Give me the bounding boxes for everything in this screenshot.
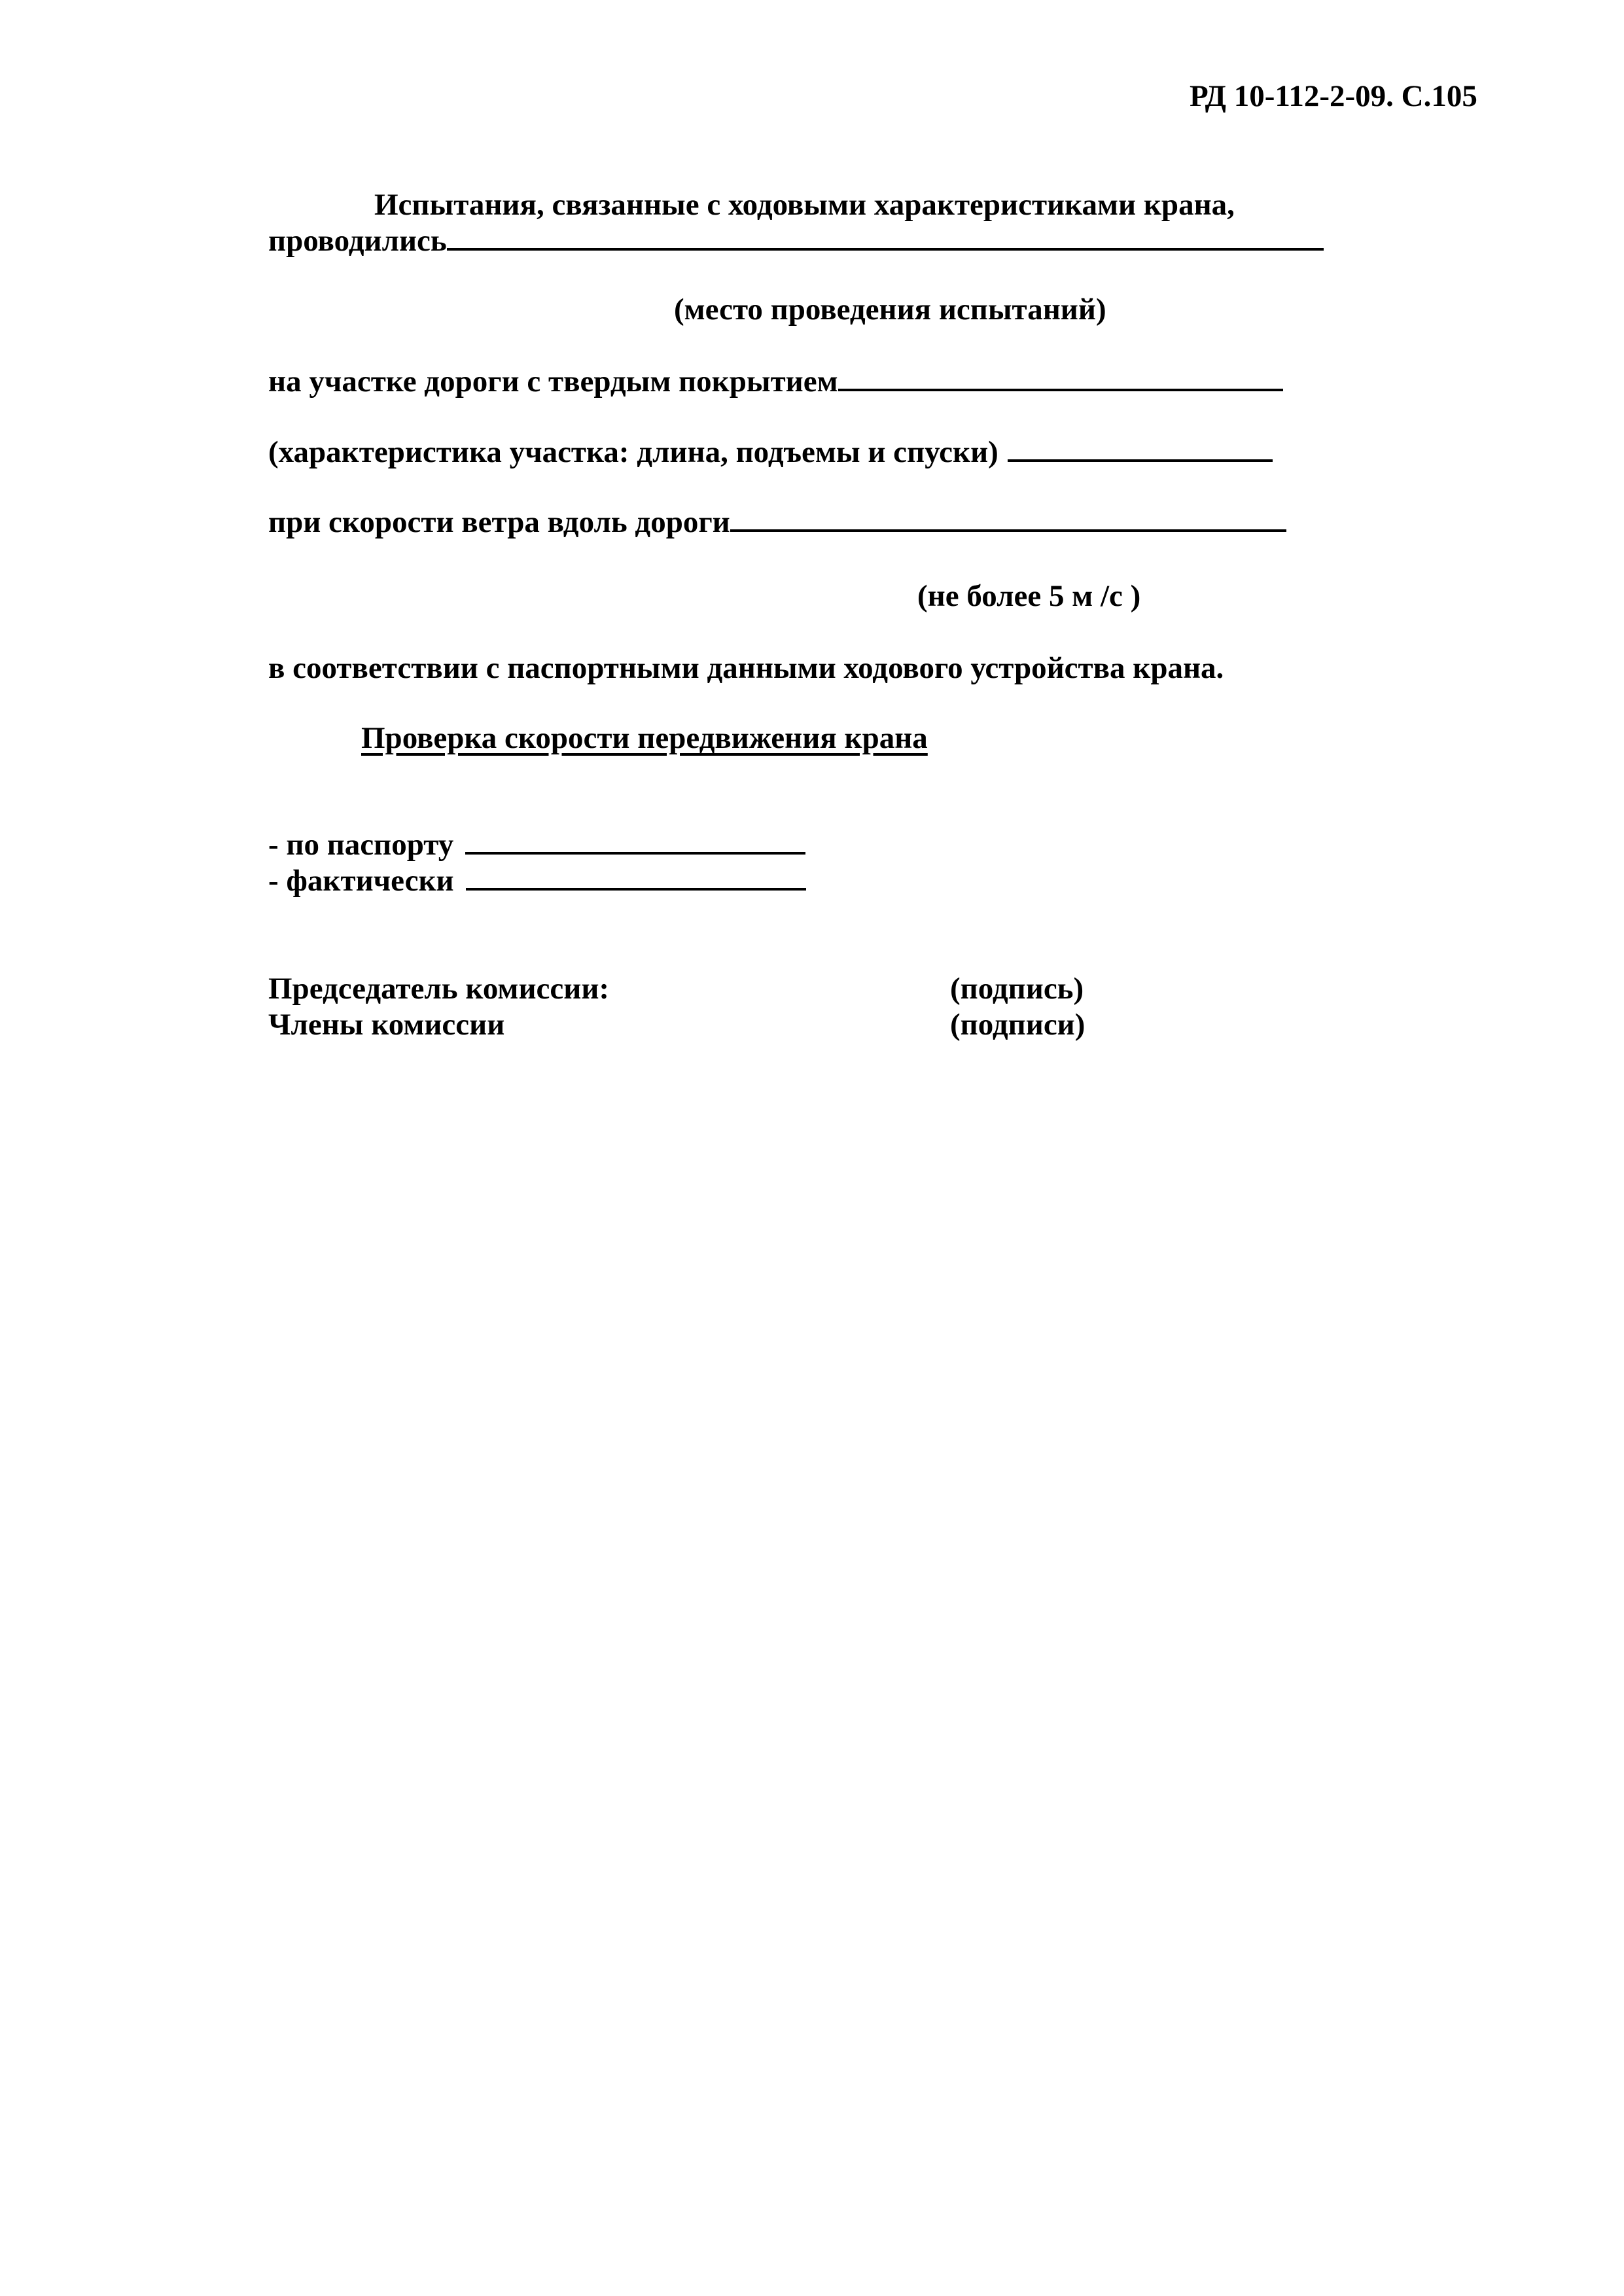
members-signatures: (подписи) (950, 1008, 1086, 1042)
section-characteristic-line (268, 437, 1273, 468)
wind-speed-blank[interactable] (730, 529, 1286, 532)
section-characteristic-blank[interactable] (1008, 459, 1273, 462)
intro-line-1: Испытания, связанные с ходовыми характеристиками крана, (374, 188, 1235, 222)
speed-check-heading: Проверка скорости передвижения крана (361, 721, 928, 755)
passport-speed-blank[interactable] (465, 851, 805, 855)
intro-line-2-text: проводились (268, 224, 447, 258)
wind-speed-text: при скорости ветра вдоль дороги (268, 505, 730, 539)
wind-speed-line (268, 507, 1286, 538)
road-section-line (268, 366, 1283, 397)
actual-speed-blank[interactable] (466, 887, 806, 891)
test-place-hint: (место проведения испытаний) (674, 292, 1106, 327)
document-reference: РД 10-112-2-09. С.105 (1190, 79, 1477, 113)
intro-line-2 (268, 226, 1324, 256)
wind-limit-hint: (не более 5 м /с ) (917, 579, 1141, 613)
section-characteristic-text: (характеристика участка: длина, подъемы и спуски) (268, 435, 998, 469)
chairman-label: Председатель комиссии: (268, 972, 610, 1006)
conformity-statement: в соответствии с паспортными данными ходового устройства крана. (268, 651, 1224, 685)
chairman-signature: (подпись) (950, 972, 1084, 1006)
passport-speed-label: - по паспорту (268, 828, 454, 862)
actual-speed-line (268, 866, 806, 896)
passport-speed-line (268, 830, 805, 860)
road-section-text: на участке дороги с твердым покрытием (268, 364, 838, 398)
members-label: Члены комиссии (268, 1008, 505, 1042)
road-section-blank[interactable] (838, 388, 1283, 391)
test-place-blank[interactable] (447, 247, 1324, 251)
actual-speed-label: - фактически (268, 864, 454, 898)
